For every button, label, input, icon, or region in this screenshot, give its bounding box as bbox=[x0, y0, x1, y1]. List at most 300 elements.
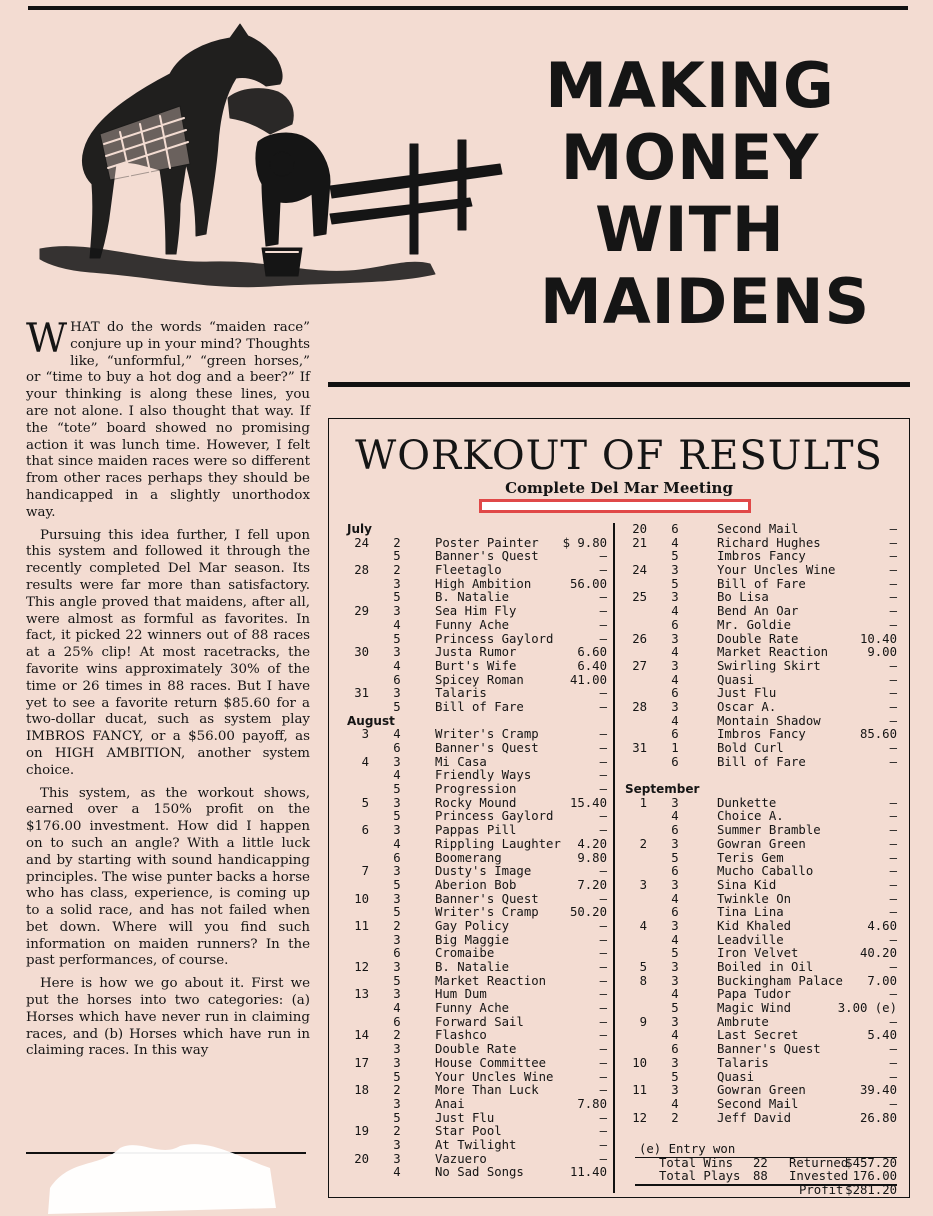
horse-name: Buckingham Palace bbox=[717, 973, 843, 988]
result-row bbox=[625, 728, 897, 742]
result-row bbox=[347, 810, 607, 824]
payoff: — bbox=[599, 1028, 607, 1043]
post-position: 4 bbox=[393, 1165, 401, 1180]
result-row bbox=[625, 934, 897, 948]
result-row bbox=[625, 961, 897, 975]
payoff: — bbox=[889, 699, 897, 714]
payoff: — bbox=[599, 1069, 607, 1084]
result-row bbox=[347, 1166, 607, 1180]
payoff: 26.80 bbox=[859, 1110, 897, 1125]
result-row bbox=[347, 742, 607, 756]
horse-name: Pappas Pill bbox=[435, 823, 517, 838]
post-position: 2 bbox=[393, 563, 401, 578]
horse-name: Writer's Cramp bbox=[435, 727, 539, 742]
race-day: 13 bbox=[354, 987, 369, 1002]
horse-name: Your Uncles Wine bbox=[717, 563, 836, 578]
payoff: 56.00 bbox=[569, 576, 607, 591]
race-day: 28 bbox=[354, 563, 369, 578]
post-position: 3 bbox=[671, 877, 679, 892]
horse-name: Forward Sail bbox=[435, 1014, 524, 1029]
horse-name: Bill of Fare bbox=[435, 699, 524, 714]
summary-row bbox=[635, 1184, 897, 1198]
post-position: 4 bbox=[671, 672, 679, 687]
horse-name: Swirling Skirt bbox=[717, 658, 821, 673]
article-paragraph: Pursuing this idea further, I fell upon this system and followed it through the recently completed Del Mar season. Its results were far more than satisfactory. This angle proved that maidens, after all, were almost as formful as favorites. In fact, it picked 22 winners out of 88 races at a 25% clip! At most racetracks, the favorite wins approximately 30% of the time or 26 times in 88 races. But I have yet to see a favorite return $85.60 for a two-dollar ducat, such as system play IMBROS FANCY, or a $56.00 payoff, as on HIGH AMBITION, another system choice. bbox=[26, 527, 310, 778]
result-row bbox=[347, 1098, 607, 1112]
horse-name: Double Rate bbox=[435, 1042, 517, 1057]
post-position: 4 bbox=[671, 891, 679, 906]
post-position: 4 bbox=[393, 727, 401, 742]
payoff: 7.80 bbox=[577, 1096, 607, 1111]
horse-name: Second Mail bbox=[717, 1096, 799, 1111]
summary-row bbox=[635, 1170, 897, 1184]
post-position: 3 bbox=[393, 891, 401, 906]
horse-name: Teris Gem bbox=[717, 850, 784, 865]
race-day: 25 bbox=[632, 590, 647, 605]
result-row bbox=[347, 646, 607, 660]
month-label: August bbox=[347, 713, 395, 728]
post-position: 3 bbox=[671, 590, 679, 605]
race-day: 1 bbox=[639, 795, 647, 810]
payoff: — bbox=[889, 576, 897, 591]
payoff: — bbox=[889, 864, 897, 879]
payoff: 7.20 bbox=[577, 877, 607, 892]
result-row bbox=[625, 523, 897, 537]
payoff: — bbox=[599, 699, 607, 714]
result-row bbox=[347, 728, 607, 742]
result-row bbox=[625, 701, 897, 715]
post-position: 3 bbox=[393, 686, 401, 701]
horse-name: Bend An Oar bbox=[717, 604, 799, 619]
result-row bbox=[625, 810, 897, 824]
payoff: — bbox=[889, 905, 897, 920]
horse-name: Aberion Bob bbox=[435, 877, 517, 892]
post-position: 3 bbox=[671, 960, 679, 974]
horse-name: Spicey Roman bbox=[435, 672, 524, 687]
horse-name: Bill of Fare bbox=[717, 754, 806, 769]
result-row bbox=[625, 550, 897, 564]
post-position: 3 bbox=[671, 973, 679, 988]
result-row bbox=[347, 783, 607, 797]
result-row bbox=[625, 715, 897, 729]
result-row bbox=[625, 578, 897, 592]
payoff: — bbox=[599, 1083, 607, 1098]
payoff: — bbox=[889, 960, 897, 974]
payoff: 5.40 bbox=[867, 1028, 897, 1043]
horse-name: Gay Policy bbox=[435, 918, 510, 933]
post-position: 3 bbox=[393, 576, 401, 591]
post-position: 3 bbox=[671, 1014, 679, 1029]
result-row bbox=[347, 824, 607, 838]
horse-name: High Ambition bbox=[435, 576, 532, 591]
post-position: 6 bbox=[393, 672, 401, 687]
payoff: — bbox=[889, 1042, 897, 1057]
post-position: 4 bbox=[671, 535, 679, 550]
horse-name: Iron Velvet bbox=[717, 946, 799, 961]
post-position: 3 bbox=[671, 836, 679, 851]
post-position: 5 bbox=[393, 699, 401, 714]
horse-name: Market Reaction bbox=[717, 645, 829, 660]
horse-name: Funny Ache bbox=[435, 1001, 510, 1016]
result-row bbox=[347, 1057, 607, 1071]
post-position: 4 bbox=[671, 1096, 679, 1111]
horse-name: Richard Hughes bbox=[717, 535, 821, 550]
result-row bbox=[625, 687, 897, 701]
month-heading bbox=[347, 715, 607, 729]
payoff: — bbox=[599, 590, 607, 605]
result-row bbox=[347, 537, 607, 551]
horse-name: Funny Ache bbox=[435, 617, 510, 632]
post-position: 4 bbox=[393, 617, 401, 632]
result-row bbox=[625, 988, 897, 1002]
highlight-box bbox=[479, 499, 751, 513]
post-position: 6 bbox=[671, 727, 679, 742]
horse-name: Writer's Cramp bbox=[435, 905, 539, 920]
result-row bbox=[347, 550, 607, 564]
payoff: — bbox=[599, 932, 607, 947]
payoff: 10.40 bbox=[859, 631, 897, 646]
result-row bbox=[347, 687, 607, 701]
post-position: 6 bbox=[671, 864, 679, 879]
month-label: July bbox=[347, 522, 372, 536]
horse-name: Friendly Ways bbox=[435, 768, 532, 783]
horse-name: Bill of Fare bbox=[717, 576, 806, 591]
result-row bbox=[347, 756, 607, 770]
result-row bbox=[347, 633, 607, 647]
result-row bbox=[347, 1029, 607, 1043]
result-row bbox=[347, 838, 607, 852]
horse-name: B. Natalie bbox=[435, 590, 510, 605]
payoff: — bbox=[599, 823, 607, 838]
headline-line: MAIDENS bbox=[540, 265, 871, 338]
race-day: 4 bbox=[639, 918, 647, 933]
post-position: 5 bbox=[393, 1069, 401, 1084]
result-row bbox=[625, 797, 897, 811]
post-position: 5 bbox=[671, 946, 679, 961]
horse-name: Imbros Fancy bbox=[717, 549, 806, 564]
post-position: 3 bbox=[393, 987, 401, 1002]
footnote-row bbox=[635, 1143, 897, 1157]
payoff: — bbox=[889, 1055, 897, 1070]
result-row bbox=[625, 852, 897, 866]
horse-name: Oscar A. bbox=[717, 699, 777, 714]
race-day: 20 bbox=[354, 1151, 369, 1166]
post-position: 3 bbox=[671, 658, 679, 673]
post-position: 5 bbox=[671, 1001, 679, 1016]
payoff: 9.80 bbox=[577, 850, 607, 865]
post-position: 2 bbox=[393, 918, 401, 933]
footnote: (e) Entry won bbox=[639, 1142, 736, 1156]
race-day: 2 bbox=[639, 836, 647, 851]
result-row bbox=[347, 1139, 607, 1153]
result-row bbox=[625, 619, 897, 633]
results-title: WORKOUT OF RESULTS bbox=[355, 433, 883, 479]
top-rule bbox=[28, 6, 908, 10]
total-wins-label: Total Wins bbox=[659, 1155, 734, 1170]
horse-name: Progression bbox=[435, 782, 517, 797]
payoff: — bbox=[889, 1014, 897, 1029]
horse-name: Banner's Quest bbox=[717, 1042, 821, 1057]
payoff: — bbox=[889, 932, 897, 947]
post-position: 6 bbox=[671, 754, 679, 769]
payoff: — bbox=[889, 686, 897, 701]
payoff: $ 9.80 bbox=[562, 535, 607, 550]
result-row bbox=[347, 701, 607, 715]
race-day: 12 bbox=[354, 960, 369, 974]
post-position: 3 bbox=[393, 1137, 401, 1152]
post-position: 3 bbox=[671, 563, 679, 578]
result-row bbox=[625, 1029, 897, 1043]
race-day: 27 bbox=[632, 658, 647, 673]
post-position: 5 bbox=[671, 576, 679, 591]
result-row bbox=[347, 1153, 607, 1167]
profit-value: $281.20 bbox=[845, 1183, 897, 1198]
payoff: 3.00 (e) bbox=[837, 1001, 897, 1016]
payoff: 11.40 bbox=[569, 1165, 607, 1180]
race-day: 8 bbox=[639, 973, 647, 988]
payoff: — bbox=[889, 604, 897, 619]
payoff: — bbox=[889, 535, 897, 550]
payoff: 85.60 bbox=[859, 727, 897, 742]
race-day: 14 bbox=[354, 1028, 369, 1043]
payoff: — bbox=[889, 877, 897, 892]
horse-name: Montain Shadow bbox=[717, 713, 821, 728]
payoff: 9.00 bbox=[867, 645, 897, 660]
post-position: 2 bbox=[393, 1028, 401, 1043]
drop-cap: W bbox=[26, 316, 68, 362]
post-position: 3 bbox=[393, 604, 401, 619]
post-position: 5 bbox=[671, 549, 679, 564]
total-plays-value: 88 bbox=[753, 1169, 768, 1184]
horse-illustration bbox=[30, 14, 518, 314]
horse-name: Talaris bbox=[717, 1055, 769, 1070]
post-position: 5 bbox=[393, 590, 401, 605]
payoff: — bbox=[889, 522, 897, 536]
invested-label: Invested bbox=[789, 1169, 849, 1184]
result-row bbox=[347, 619, 607, 633]
spacer-row bbox=[625, 769, 897, 783]
post-position: 3 bbox=[393, 645, 401, 660]
payoff: — bbox=[599, 1042, 607, 1057]
race-day: 6 bbox=[361, 823, 369, 838]
payoff: — bbox=[889, 713, 897, 728]
article-body bbox=[26, 316, 310, 1066]
race-day: 5 bbox=[361, 795, 369, 810]
results-summary bbox=[635, 1143, 897, 1198]
horse-name: Star Pool bbox=[435, 1124, 502, 1139]
horse-name: Burt's Wife bbox=[435, 658, 517, 673]
result-row bbox=[347, 920, 607, 934]
post-position: 3 bbox=[671, 1083, 679, 1098]
result-row bbox=[625, 824, 897, 838]
payoff: — bbox=[889, 658, 897, 673]
payoff: — bbox=[889, 617, 897, 632]
horse-name: Just Flu bbox=[435, 1110, 495, 1125]
horse-name: Gowran Green bbox=[717, 1083, 806, 1098]
payoff: 50.20 bbox=[569, 905, 607, 920]
race-day: 20 bbox=[632, 522, 647, 536]
results-box bbox=[328, 418, 910, 1198]
article-paragraph bbox=[26, 316, 310, 522]
payoff: — bbox=[599, 727, 607, 742]
article-paragraph: This system, as the workout shows, earned over a 150% profit on the $176.00 investment. How did I happen on to such an angle? With a little luck and by starting with sound handicapping principles. The wise punter backs a horse who has class, experience, is coming up to a solid race, and has not failed when bet down. Where will you find such information on maiden runners? In the past performances, of course. bbox=[26, 785, 310, 969]
payoff: — bbox=[599, 563, 607, 578]
result-row bbox=[347, 1084, 607, 1098]
post-position: 6 bbox=[393, 850, 401, 865]
horse-name: Double Rate bbox=[717, 631, 799, 646]
result-row bbox=[347, 674, 607, 688]
race-day: 19 bbox=[354, 1124, 369, 1139]
result-row bbox=[347, 1071, 607, 1085]
horse-name: Gowran Green bbox=[717, 836, 806, 851]
post-position: 5 bbox=[393, 549, 401, 564]
payoff: 40.20 bbox=[859, 946, 897, 961]
result-row bbox=[347, 961, 607, 975]
post-position: 4 bbox=[671, 1028, 679, 1043]
horse-name: Talaris bbox=[435, 686, 487, 701]
post-position: 6 bbox=[671, 905, 679, 920]
post-position: 6 bbox=[671, 1042, 679, 1057]
race-day: 11 bbox=[354, 918, 369, 933]
payoff: — bbox=[599, 617, 607, 632]
payoff: — bbox=[889, 891, 897, 906]
payoff: — bbox=[889, 590, 897, 605]
result-row bbox=[347, 988, 607, 1002]
horse-name: Dunkette bbox=[717, 795, 777, 810]
payoff: — bbox=[599, 946, 607, 961]
post-position: 4 bbox=[393, 658, 401, 673]
horse-name: At Twilight bbox=[435, 1137, 517, 1152]
post-position: 5 bbox=[393, 631, 401, 646]
race-day: 7 bbox=[361, 864, 369, 879]
payoff: — bbox=[599, 768, 607, 783]
post-position: 6 bbox=[393, 741, 401, 755]
horse-name: Fleetaglo bbox=[435, 563, 502, 578]
race-day: 12 bbox=[632, 1110, 647, 1125]
result-row bbox=[625, 537, 897, 551]
result-row bbox=[347, 975, 607, 989]
result-row bbox=[347, 1125, 607, 1139]
horse-name: Poster Painter bbox=[435, 535, 539, 550]
payoff: — bbox=[599, 987, 607, 1002]
horse-name: Market Reaction bbox=[435, 973, 547, 988]
race-day: 31 bbox=[354, 686, 369, 701]
headline bbox=[540, 49, 871, 338]
horse-name: Vazuero bbox=[435, 1151, 487, 1166]
horse-name: Banner's Quest bbox=[435, 549, 539, 564]
horse-name: Banner's Quest bbox=[435, 891, 539, 906]
payoff: 6.40 bbox=[577, 658, 607, 673]
payoff: — bbox=[599, 809, 607, 824]
result-row bbox=[347, 906, 607, 920]
horse-name: Bo Lisa bbox=[717, 590, 769, 605]
post-position: 3 bbox=[393, 795, 401, 810]
horse-name: No Sad Songs bbox=[435, 1165, 524, 1180]
post-position: 6 bbox=[671, 522, 679, 536]
race-day: 3 bbox=[361, 727, 369, 742]
horse-name: Summer Bramble bbox=[717, 823, 821, 838]
race-day: 10 bbox=[632, 1055, 647, 1070]
result-row bbox=[625, 633, 897, 647]
post-position: 3 bbox=[671, 795, 679, 810]
result-row bbox=[347, 564, 607, 578]
result-row bbox=[625, 742, 897, 756]
result-row bbox=[625, 1098, 897, 1112]
horse-name: Rocky Mound bbox=[435, 795, 517, 810]
payoff: 39.40 bbox=[859, 1083, 897, 1098]
horse-name: Sea Him Fly bbox=[435, 604, 517, 619]
horse-name: Princess Gaylord bbox=[435, 631, 554, 646]
result-row bbox=[347, 605, 607, 619]
result-row bbox=[625, 1112, 897, 1126]
payoff: — bbox=[599, 686, 607, 701]
horse-name: Boomerang bbox=[435, 850, 502, 865]
returned-label: Returned bbox=[789, 1155, 849, 1170]
month-label: September bbox=[625, 782, 700, 797]
payoff: — bbox=[599, 741, 607, 755]
result-row bbox=[625, 947, 897, 961]
post-position: 3 bbox=[393, 1055, 401, 1070]
result-row bbox=[347, 660, 607, 674]
post-position: 6 bbox=[671, 686, 679, 701]
horse-name: Twinkle On bbox=[717, 891, 792, 906]
post-position: 5 bbox=[671, 850, 679, 865]
result-row bbox=[347, 865, 607, 879]
post-position: 2 bbox=[671, 1110, 679, 1125]
payoff: 4.60 bbox=[867, 918, 897, 933]
result-row bbox=[625, 591, 897, 605]
horse-name: More Than Luck bbox=[435, 1083, 539, 1098]
payoff: — bbox=[599, 960, 607, 974]
payoff: — bbox=[889, 563, 897, 578]
payoff: 4.20 bbox=[577, 836, 607, 851]
month-heading bbox=[625, 783, 897, 797]
post-position: 3 bbox=[393, 1096, 401, 1111]
results-column-1 bbox=[347, 523, 607, 1180]
post-position: 6 bbox=[393, 1014, 401, 1029]
post-position: 6 bbox=[393, 946, 401, 961]
payoff: — bbox=[599, 1014, 607, 1029]
race-day: 28 bbox=[632, 699, 647, 714]
headline-line: MAKING bbox=[545, 49, 835, 122]
horse-name: Princess Gaylord bbox=[435, 809, 554, 824]
post-position: 3 bbox=[671, 1055, 679, 1070]
horse-name: Anai bbox=[435, 1096, 465, 1111]
total-wins-value: 22 bbox=[753, 1155, 768, 1170]
result-row bbox=[625, 906, 897, 920]
payoff: — bbox=[889, 795, 897, 810]
post-position: 3 bbox=[393, 754, 401, 769]
payoff: — bbox=[889, 741, 897, 755]
result-row bbox=[625, 1002, 897, 1016]
horse-name: Flashco bbox=[435, 1028, 487, 1043]
horse-name: Mr. Goldie bbox=[717, 617, 792, 632]
payoff: — bbox=[599, 782, 607, 797]
article-paragraph: Here is how we go about it. First we put the horses into two categories: (a) Horses which have never run in claiming races, and (b) Horses which have run in claiming races. In this way bbox=[26, 976, 310, 1059]
headline-line: WITH bbox=[595, 193, 785, 266]
result-row bbox=[625, 1016, 897, 1030]
result-row bbox=[347, 1002, 607, 1016]
payoff: — bbox=[599, 891, 607, 906]
post-position: 3 bbox=[393, 960, 401, 974]
post-position: 6 bbox=[671, 617, 679, 632]
payoff: — bbox=[599, 1110, 607, 1125]
paragraph-text: HAT do the words “maiden race” conjure up in your mind? Thoughts like, “unformful,” “green horses,” or “time to buy a hot dog and a beer?” If your thinking is along these lines, you are not alone. I also thought that way. If the “tote” board showed no promising action it was lunch time. However, I felt that since maiden races were so different from other races perhaps they should be handicapped in a slightly unorthodox way. bbox=[26, 320, 310, 520]
payoff: — bbox=[889, 850, 897, 865]
summary-row bbox=[635, 1157, 897, 1171]
payoff: — bbox=[889, 823, 897, 838]
horse-name: Hum Dum bbox=[435, 987, 487, 1002]
